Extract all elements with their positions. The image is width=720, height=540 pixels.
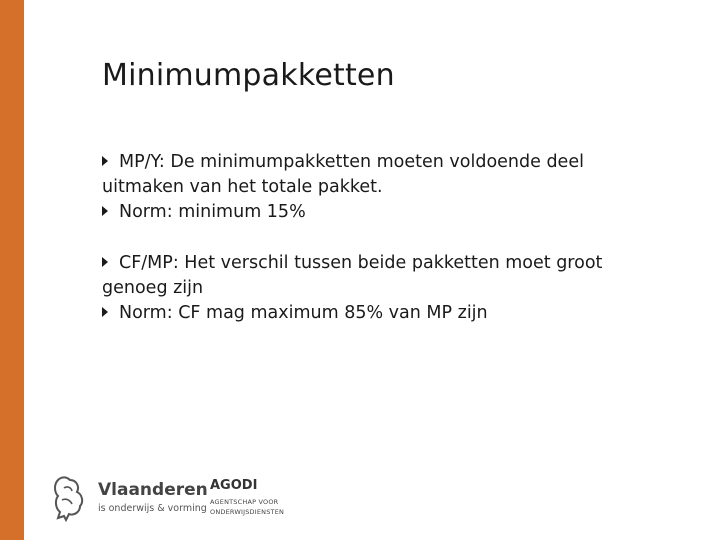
footer-logos	[50, 470, 310, 530]
triangle-right-icon	[102, 206, 108, 216]
vlaanderen-logo-text: Vlaanderen	[98, 480, 208, 500]
triangle-right-icon	[102, 307, 108, 317]
agodi-subtitle-line1: AGENTSCHAP VOOR	[210, 498, 279, 506]
vlaanderen-logo-subtitle: is onderwijs & vorming	[98, 503, 207, 514]
bullet-item	[102, 301, 662, 326]
triangle-right-icon	[102, 156, 108, 166]
flemish-lion-icon	[50, 474, 86, 522]
bullet-text: MP/Y: De minimumpakketten moeten voldoende deel uitmaken van het totale pakket.	[102, 152, 584, 197]
triangle-right-icon	[102, 257, 108, 267]
bullet-text: Norm: minimum 15%	[119, 202, 306, 222]
bullet-text: CF/MP: Het verschil tussen beide pakketten moet groot genoeg zijn	[102, 253, 603, 298]
slide-title: Minimumpakketten	[102, 58, 395, 93]
agodi-logo-text: AGODI	[210, 478, 258, 493]
bullet-item	[102, 251, 662, 301]
bullet-item	[102, 200, 662, 225]
accent-bar	[0, 0, 24, 540]
bullet-item	[102, 150, 662, 200]
bullet-text: Norm: CF mag maximum 85% van MP zijn	[119, 303, 488, 323]
bullet-list	[102, 150, 662, 326]
agodi-subtitle-line2: ONDERWIJSDIENSTEN	[210, 508, 285, 516]
